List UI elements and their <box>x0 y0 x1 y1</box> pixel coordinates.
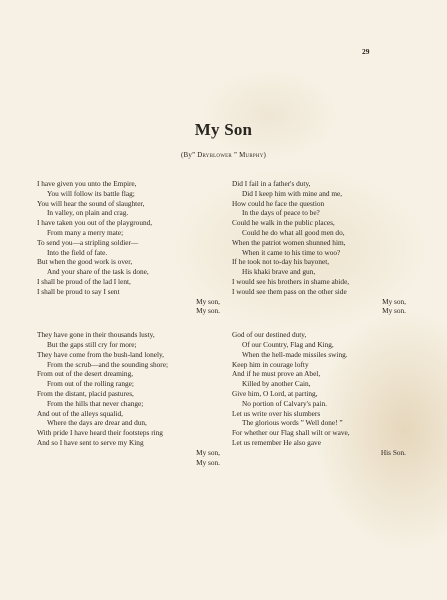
verse-line: Did I keep him with mine and me, <box>242 188 343 198</box>
verse-line: From many a merry mate; <box>47 227 124 237</box>
refrain-line: My son, <box>196 296 220 306</box>
byline <box>0 151 447 159</box>
verse-line: I shall be proud of the lad I lent, <box>37 276 131 286</box>
verse-line: You will hear the sound of slaughter, <box>37 198 145 208</box>
verse-line: From the hills that never change; <box>47 398 144 408</box>
refrain-line: My son. <box>196 306 220 316</box>
verse-line: When the patriot women shunned him, <box>232 237 346 247</box>
stanza <box>37 330 220 467</box>
poem-title: My Son <box>194 120 253 139</box>
verse-line: Could he do what all good men do, <box>242 227 345 237</box>
verse-line: Of our Country, Flag and King, <box>242 339 334 349</box>
verse-line: From out of the rolling range; <box>47 379 134 389</box>
verse-line: But when the good work is over, <box>37 257 133 267</box>
verse-line: Could he walk in the public places, <box>232 218 335 228</box>
verse-line: When it came to his time to woo? <box>242 247 341 257</box>
poem-column-left <box>37 179 220 481</box>
verse-line: For whether our Flag shall wilt or wave, <box>232 428 350 438</box>
verse-line: I would see them pass on the other side <box>232 286 347 296</box>
verse-line: No portion of Calvary's pain. <box>242 398 328 408</box>
verse-line: With pride I have heard their footsteps ring <box>37 428 163 438</box>
verse-line: His khaki brave and gun, <box>242 267 316 277</box>
verse-line: But the gaps still cry for more; <box>47 339 137 349</box>
verse-line: Give him, O Lord, at parting, <box>232 388 318 398</box>
verse-line: The glorious words ” Well done! ” <box>242 418 343 428</box>
verse-line: Let us remember He also gave <box>232 437 321 447</box>
stanza <box>232 179 406 316</box>
refrain-line: My son. <box>196 457 220 467</box>
verse-line: God of our destined duty, <box>232 330 307 340</box>
page-number: 29 <box>362 47 370 56</box>
verse-line: If he took not to-day his bayonet, <box>232 257 330 267</box>
refrain-line: My son. <box>382 306 406 316</box>
verse-line: You will follow its battle flag; <box>47 188 135 198</box>
verse-line: I shall be proud to say I sent <box>37 286 120 296</box>
verse-line: And your share of the task is done, <box>47 267 149 277</box>
verse-line: Killed by another Cain, <box>242 379 311 389</box>
verse-line: From out of the desert dreaming, <box>37 369 134 379</box>
verse-line: Keep him in courage lofty <box>232 359 309 369</box>
verse-line: And if he must prove an Abel, <box>232 369 321 379</box>
refrain-line: My son, <box>196 447 220 457</box>
verse-line: I have taken you out of the playground, <box>37 218 153 228</box>
poem-column-right <box>232 179 406 472</box>
verse-line: Did I fail in a father's duty, <box>232 179 311 188</box>
verse-line: In the days of peace to be? <box>242 208 320 218</box>
verse-line: I would see his brothers in shame abide, <box>232 276 350 286</box>
stanza <box>232 330 406 457</box>
verse-line: Let us write over his slumbers <box>232 408 321 418</box>
verse-line: And out of the alleys squalid, <box>37 408 123 418</box>
verse-line: From the scrub—and the sounding shore; <box>47 359 168 369</box>
refrain-line: His Son. <box>380 447 406 457</box>
byline-author: Dryblower ” Murphy <box>197 151 264 159</box>
stanza <box>37 179 220 316</box>
verse-line: From the distant, placid pastures, <box>37 388 134 398</box>
refrain-line: My son, <box>382 296 406 306</box>
verse-line: They have come from the bush-land lonely, <box>37 349 164 359</box>
verse-line: They have gone in their thousands lusty, <box>37 330 155 340</box>
byline-suffix: ) <box>263 151 267 159</box>
verse-line: And so I have sent to serve my King <box>37 437 144 447</box>
verse-line: To send you—a stripling soldier— <box>37 237 139 247</box>
verse-line: When the hell-made missiles swing. <box>242 349 348 359</box>
verse-line: Where the days are drear and dun, <box>47 418 147 428</box>
verse-line: Into the field of fate. <box>47 247 108 257</box>
verse-line: I have given you unto the Empire, <box>37 179 137 188</box>
verse-line: How could he face the question <box>232 198 325 208</box>
verse-line: In valley, on plain and crag. <box>47 208 129 218</box>
byline-prefix: (By” <box>180 151 198 159</box>
